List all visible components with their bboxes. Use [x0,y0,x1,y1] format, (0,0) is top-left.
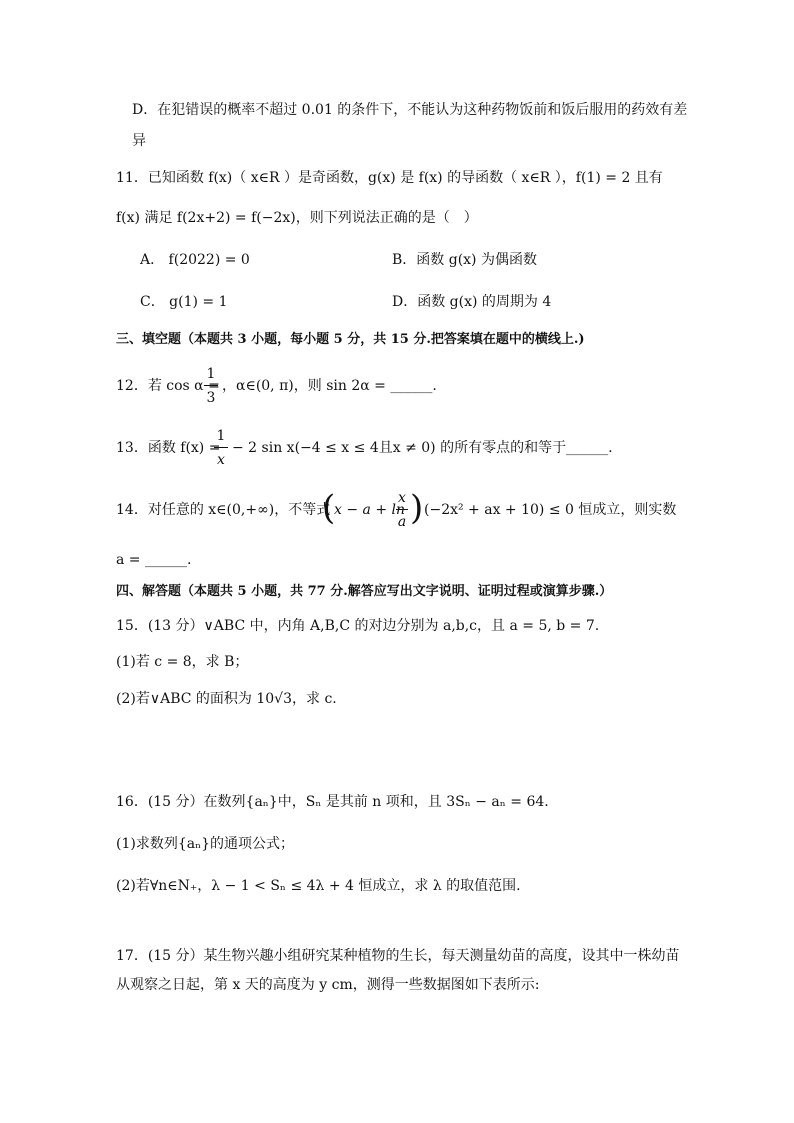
q14-paren-close: ) [410,488,424,528]
q11-stem-line1: 11．已知函数 f(x)（ x∈R ）是奇函数，g(x) 是 f(x) 的导函数（ x∈R ），f(1) = 2 且有 [116,170,663,186]
q11-stem-line2: f(x) 满足 f(2x+2) = f(−2x)，则下列说法正确的是（ ） [116,210,478,226]
q14-line2: a = ______. [116,552,192,568]
q14-prefix: 14．对任意的 x∈(0,+∞)，不等式 [116,502,331,518]
q11-option-c: C． g(1) = 1 [140,294,228,310]
q10-option-d-cont: 异 [132,133,146,149]
q15-part1: (1)若 c = 8，求 B； [116,654,249,670]
q14-frac-num: x [398,490,406,506]
q15-stem: 15．(13 分）∨ABC 中，内角 A,B,C 的对边分别为 a,b,c，且 a = 5, b = 7. [116,618,600,634]
q17-line2: 从观察之日起，第 x 天的高度为 y cm，测得一些数据图如下表所示: [116,977,540,993]
q11-option-a: A． f(2022) = 0 [140,252,250,268]
q11-option-d: D．函数 g(x) 的周期为 4 [392,294,552,310]
q11-option-b: B．函数 g(x) 为偶函数 [392,252,537,268]
q12-frac-den: 3 [206,390,216,406]
q14-expr-a: x − a + ln [334,502,405,518]
q16-stem: 16．(15 分）在数列{aₙ}中，Sₙ 是其前 n 项和，且 3Sₙ − aₙ = 64. [116,794,549,810]
q12-frac-num: 1 [206,366,216,382]
q17-line1: 17．(15 分）某生物兴趣小组研究某种植物的生长，每天测量幼苗的高度，设其中一株幼苗 [116,948,680,964]
q13-prefix: 13．函数 f(x) = [116,440,221,456]
q13-frac-den: x [217,452,225,468]
q12-prefix: 12．若 cos α = [116,378,220,394]
q13-frac-num: 1 [216,428,226,444]
q14-frac-bar [396,509,408,510]
q16-part2: (2)若∀n∈N₊，λ − 1 < Sₙ ≤ 4λ + 4 恒成立，求 λ 的取值范围. [116,878,521,894]
section-4-heading: 四、解答题（本题共 5 小题，共 77 分.解答应写出文字说明、证明过程或演算步骤.） [116,584,613,599]
q14-frac-den: a [397,514,407,530]
q13-frac-bar [214,447,228,448]
section-3-heading: 三、填空题（本题共 3 小题，每小题 5 分，共 15 分.把答案填在题中的横线上.) [116,332,585,347]
q13-suffix: − 2 sin x(−4 ≤ x ≤ 4且x ≠ 0) 的所有零点的和等于______. [232,440,613,456]
q16-part1: (1)求数列{aₙ}的通项公式； [116,836,295,852]
q12-frac-bar [204,385,218,386]
q14-paren-open: ( [322,488,336,528]
q10-option-d: D．在犯错误的概率不超过 0.01 的条件下，不能认为这种药物饭前和饭后服用的药效有差 [132,102,688,118]
q12-suffix: ，α∈(0, π)，则 sin 2α = ______. [222,378,437,394]
q15-part2: (2)若∨ABC 的面积为 10√3，求 c. [116,691,337,707]
q14-expr-b: (−2x² + ax + 10) ≤ 0 恒成立，则实数 [424,502,677,518]
